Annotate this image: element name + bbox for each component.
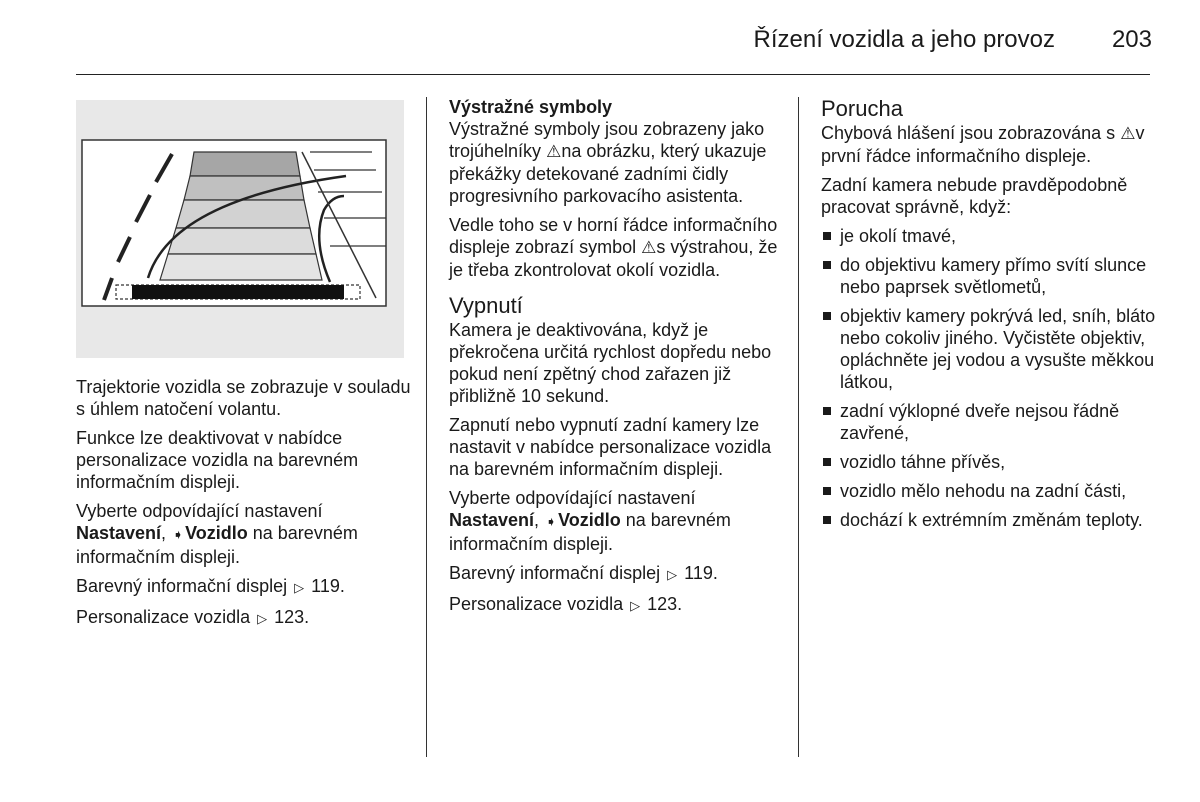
bullet-square-icon (823, 487, 831, 495)
text: na barevném informačním displeji. (76, 523, 358, 567)
list-item: vozidlo mělo nehodu na zadní části, (821, 480, 1156, 502)
paragraph: Vyberte odpovídající nastavení Nastavení, ➧Vozidlo na barevném informačním displeji. (449, 488, 731, 554)
cross-reference[interactable]: Personalizace vozidla ▷ 123. (76, 606, 416, 630)
cross-reference[interactable]: Barevný informační displej ▷ 119. (76, 575, 416, 599)
paragraph: Kamera je deaktivována, když je překročena určitá rychlost dopředu nebo pokud není zpětný chod zařazen již přibližně 10 sekund. (449, 320, 772, 406)
text: Vyberte odpovídající nastavení (76, 501, 323, 521)
text: , (161, 523, 167, 543)
paragraph: Zadní kamera nebude pravděpodobně pracovat správně, když: (821, 175, 1128, 217)
list-item: zadní výklopné dveře nejsou řádně zavřené, (821, 400, 1156, 444)
camera-view-drawing (76, 100, 404, 358)
bullet-square-icon (823, 312, 831, 320)
menu-arrow-icon: ➧ (172, 527, 184, 542)
menu-term-vehicle: Vozidlo (558, 510, 621, 530)
paragraph: Zapnutí nebo vypnutí zadní kamery lze nastavit v nabídce personalizace vozidla na barevném informačním displeji. (449, 415, 772, 479)
list-item: dochází k extrémním změnám teploty. (821, 509, 1156, 531)
bullet-square-icon (823, 261, 831, 269)
list-item: objektiv kamery pokrývá led, sníh, bláto nebo cokoliv jiného. Vyčistěte objektiv, opláchněte jej vodou a vysušte měkkou látkou, (821, 305, 1156, 393)
middle-column (449, 96, 789, 624)
reference-arrow-icon: ▷ (630, 598, 641, 613)
bullet-square-icon (823, 232, 831, 240)
paragraph: Funkce lze deaktivovat v nabídce personalizace vozidla na barevném informačním displeji. (76, 428, 359, 492)
menu-term-settings: Nastavení (76, 523, 162, 543)
right-column (821, 96, 1156, 538)
paragraph: Výstražné symboly jsou zobrazeny jako trojúhelníky ⚠na obrázku, který ukazuje překážky detekované zadními čidly progresivního parkovacího asistenta. (449, 119, 767, 206)
left-column (76, 376, 416, 637)
bullet-square-icon (823, 458, 831, 466)
conditions-list (821, 225, 1156, 531)
paragraph: Trajektorie vozidla se zobrazuje v souladu s úhlem natočení volantu. (76, 377, 411, 419)
bullet-square-icon (823, 407, 831, 415)
heading-fault: Porucha (821, 96, 903, 121)
cross-reference[interactable]: Barevný informační displej ▷ 119. (449, 562, 789, 586)
chapter-title: Řízení vozidla a jeho provoz (753, 26, 1055, 53)
paragraph (76, 500, 416, 568)
menu-arrow-icon: ➧ (545, 514, 557, 529)
heading-switch-off: Vypnutí (449, 293, 523, 318)
list-item: je okolí tmavé, (821, 225, 1156, 247)
reference-arrow-icon: ▷ (667, 567, 678, 582)
rear-camera-illustration (76, 100, 404, 358)
warning-triangle-icon: ⚠ (1120, 124, 1136, 143)
warning-triangle-icon: ⚠ (641, 238, 657, 257)
cross-reference[interactable]: Personalizace vozidla ▷ 123. (449, 593, 789, 617)
list-item: do objektivu kamery přímo svítí slunce nebo paprsek světlometů, (821, 254, 1156, 298)
reference-arrow-icon: ▷ (294, 580, 305, 595)
header-divider (76, 74, 1150, 75)
page-number: 203 (1111, 26, 1152, 53)
bullet-square-icon (823, 516, 831, 524)
paragraph: Vedle toho se v horní řádce informačního displeje zobrazí symbol ⚠s výstrahou, že je třeba zkontrolovat okolí vozidla. (449, 215, 778, 280)
menu-term-settings: Nastavení (449, 510, 535, 530)
reference-arrow-icon: ▷ (257, 611, 268, 626)
warning-triangle-icon: ⚠ (546, 142, 562, 161)
menu-term-vehicle: Vozidlo (185, 523, 248, 543)
heading-warning-symbols: Výstražné symboly (449, 97, 613, 117)
column-divider-2 (798, 97, 799, 757)
column-divider-1 (426, 97, 427, 757)
paragraph: Chybová hlášení jsou zobrazována s ⚠v první řádce informačního displeje. (821, 123, 1145, 166)
list-item: vozidlo táhne přívěs, (821, 451, 1156, 473)
